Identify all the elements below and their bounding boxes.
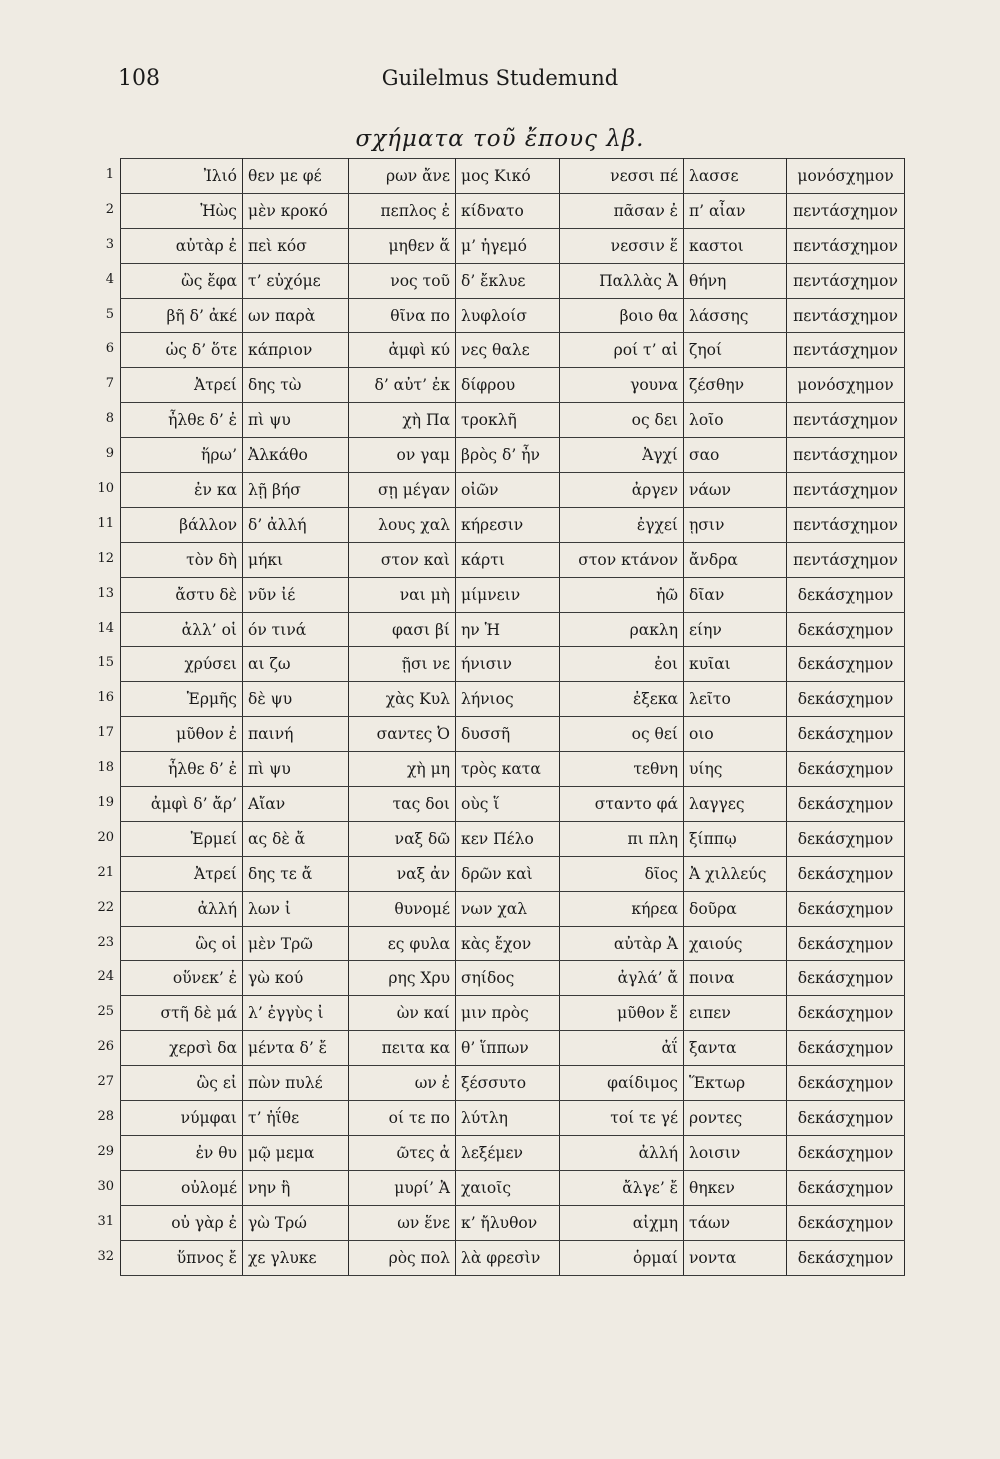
verse-foot-cell: λῇ βήσ: [243, 473, 349, 508]
verse-foot-cell: Ἑρμεί: [121, 821, 243, 856]
verse-foot-cell: Ἠὼς: [121, 193, 243, 228]
verse-foot-cell: τας δοι: [349, 787, 456, 822]
line-number: 28: [97, 1109, 114, 1125]
verse-foot-cell: δ’ ἀλλή: [243, 507, 349, 542]
scheme-type-cell: δεκάσχημον: [787, 682, 905, 717]
verse-foot-cell: αι ζω: [243, 647, 349, 682]
verse-foot-cell: ἀλλή: [560, 1135, 684, 1170]
verse-foot-cell: λάσσης: [684, 298, 787, 333]
verse-foot-cell: υίης: [684, 752, 787, 787]
verse-foot-cell: λων ἰ: [243, 891, 349, 926]
verse-foot-cell: οὕνεκ’ ἐ: [121, 961, 243, 996]
scheme-type-cell: δεκάσχημον: [787, 787, 905, 822]
verse-foot-cell: δυσσῆ: [456, 717, 560, 752]
line-number: 24: [97, 969, 114, 985]
verse-foot-cell: δ’ ἔκλυε: [456, 263, 560, 298]
verse-foot-cell: λασσε: [684, 159, 787, 194]
table-row: [121, 473, 905, 508]
verse-foot-cell: λήνιος: [456, 682, 560, 717]
verse-foot-cell: ρακλη: [560, 612, 684, 647]
verse-foot-cell: χαιούς: [684, 926, 787, 961]
verse-foot-cell: Ἀγχί: [560, 438, 684, 473]
line-number: 20: [97, 829, 114, 845]
verse-foot-cell: κυῖαι: [684, 647, 787, 682]
verse-foot-cell: χρύσει: [121, 647, 243, 682]
verse-foot-cell: τεθνη: [560, 752, 684, 787]
scheme-type-cell: μονόσχημον: [787, 368, 905, 403]
verse-foot-cell: κήρεα: [560, 891, 684, 926]
scheme-type-cell: πεντάσχημον: [787, 507, 905, 542]
scheme-type-cell: δεκάσχημον: [787, 1066, 905, 1101]
scheme-type-cell: δεκάσχημον: [787, 891, 905, 926]
table-row: [121, 1101, 905, 1136]
verse-foot-cell: Ἀτρεί: [121, 368, 243, 403]
verse-foot-cell: ἦλθε δ’ ἐ: [121, 403, 243, 438]
verse-foot-cell: χὰς Κυλ: [349, 682, 456, 717]
verse-foot-cell: μῦθον ἐ: [121, 717, 243, 752]
verse-foot-cell: μιν πρὸς: [456, 996, 560, 1031]
verse-foot-cell: ων παρὰ: [243, 298, 349, 333]
table-row: [121, 403, 905, 438]
verse-foot-cell: ος θεί: [560, 717, 684, 752]
line-number: 23: [97, 934, 114, 950]
verse-foot-cell: δης τὼ: [243, 368, 349, 403]
verse-foot-cell: φασι βί: [349, 612, 456, 647]
verse-foot-cell: ζηοί: [684, 333, 787, 368]
verse-foot-cell: Ἀ χιλλεύς: [684, 856, 787, 891]
verse-foot-cell: ῶτες ἀ: [349, 1135, 456, 1170]
table-row: [121, 856, 905, 891]
verse-foot-cell: πεὶ κόσ: [243, 228, 349, 263]
verse-foot-cell: φαίδιμος: [560, 1066, 684, 1101]
table-title: σχήματα τοῦ ἔπους λβ.: [355, 126, 645, 152]
verse-foot-cell: οἰῶν: [456, 473, 560, 508]
verse-foot-cell: μυρί’ Ἀ: [349, 1170, 456, 1205]
verse-foot-cell: ην Ἡ: [456, 612, 560, 647]
verse-foot-cell: νεσσι πέ: [560, 159, 684, 194]
line-number: 16: [97, 690, 114, 706]
verse-foot-cell: νων χαλ: [456, 891, 560, 926]
verse-foot-cell: ναι μὴ: [349, 577, 456, 612]
verse-foot-cell: Ἰλιό: [121, 159, 243, 194]
table-row: [121, 961, 905, 996]
line-number: 18: [97, 760, 114, 776]
verse-foot-cell: ες φυλα: [349, 926, 456, 961]
verse-foot-cell: σταντο φά: [560, 787, 684, 822]
verse-foot-cell: ροί τ’ αἰ: [560, 333, 684, 368]
verse-foot-cell: ρὸς πολ: [349, 1240, 456, 1275]
line-number: 11: [97, 515, 114, 531]
verse-foot-cell: τ’ ἠΐθε: [243, 1101, 349, 1136]
verse-foot-cell: λεῖτο: [684, 682, 787, 717]
line-number: 9: [105, 446, 114, 462]
verse-foot-cell: Ἕκτωρ: [684, 1066, 787, 1101]
verse-foot-cell: ἄνδρα: [684, 542, 787, 577]
verse-foot-cell: αἰχμη: [560, 1205, 684, 1240]
line-number: 2: [105, 201, 114, 217]
table-row: [121, 891, 905, 926]
table-row: [121, 193, 905, 228]
verse-foot-cell: κήρεσιν: [456, 507, 560, 542]
line-number: 7: [105, 376, 114, 392]
verse-foot-cell: ξέσσυτο: [456, 1066, 560, 1101]
verse-foot-cell: νες θαλε: [456, 333, 560, 368]
verse-foot-cell: ἀμφὶ κύ: [349, 333, 456, 368]
table-row: [121, 717, 905, 752]
verse-foot-cell: πὶ ψυ: [243, 752, 349, 787]
verse-foot-cell: οὺς ἵ: [456, 787, 560, 822]
verse-foot-cell: πι πλη: [560, 821, 684, 856]
verse-foot-cell: λεξέμεν: [456, 1135, 560, 1170]
verse-foot-cell: νεσσιν ἕ: [560, 228, 684, 263]
verse-foot-cell: δοῦρα: [684, 891, 787, 926]
verse-foot-cell: ων ἕνε: [349, 1205, 456, 1240]
verse-foot-cell: ήνισιν: [456, 647, 560, 682]
table-row: [121, 1135, 905, 1170]
verse-foot-cell: βάλλον: [121, 507, 243, 542]
table-row: [121, 1240, 905, 1275]
verse-foot-cell: ἥρω’: [121, 438, 243, 473]
verse-foot-cell: γὼ κού: [243, 961, 349, 996]
verse-foot-cell: κάπριον: [243, 333, 349, 368]
verse-foot-cell: οὐ γὰρ ἐ: [121, 1205, 243, 1240]
verse-foot-cell: ρων ἄνε: [349, 159, 456, 194]
verse-foot-cell: χερσὶ δα: [121, 1031, 243, 1066]
scheme-type-cell: πεντάσχημον: [787, 298, 905, 333]
verse-foot-cell: ὣς οἱ: [121, 926, 243, 961]
table-row: [121, 647, 905, 682]
scheme-type-cell: δεκάσχημον: [787, 1205, 905, 1240]
scheme-type-cell: δεκάσχημον: [787, 752, 905, 787]
verse-foot-cell: θῖνα πο: [349, 298, 456, 333]
verse-foot-cell: δης τε ἄ: [243, 856, 349, 891]
verse-foot-cell: ἀΐ: [560, 1031, 684, 1066]
scheme-type-cell: πεντάσχημον: [787, 473, 905, 508]
verse-foot-cell: ναξ ἀν: [349, 856, 456, 891]
verse-foot-cell: Αἴαν: [243, 787, 349, 822]
table-row: [121, 298, 905, 333]
verse-foot-cell: κὰς ἔχον: [456, 926, 560, 961]
verse-foot-cell: ξαντα: [684, 1031, 787, 1066]
verse-foot-cell: οιο: [684, 717, 787, 752]
verse-foot-cell: μέντα δ’ ἔ: [243, 1031, 349, 1066]
verse-foot-cell: ζέσθην: [684, 368, 787, 403]
verse-foot-cell: θυνομέ: [349, 891, 456, 926]
verse-foot-cell: μῷ μεμα: [243, 1135, 349, 1170]
scheme-type-cell: δεκάσχημον: [787, 996, 905, 1031]
verse-foot-cell: ἐγχεί: [560, 507, 684, 542]
table-row: [121, 368, 905, 403]
verse-foot-cell: καστοι: [684, 228, 787, 263]
verse-foot-cell: είην: [684, 612, 787, 647]
verse-foot-cell: δῖαν: [684, 577, 787, 612]
verse-foot-cell: μίμνειν: [456, 577, 560, 612]
line-number: 3: [105, 236, 114, 252]
verse-foot-cell: πὼν πυλέ: [243, 1066, 349, 1101]
verse-foot-cell: τὸν δὴ: [121, 542, 243, 577]
verse-foot-cell: τ’ εὐχόμε: [243, 263, 349, 298]
line-number: 12: [97, 550, 114, 566]
table-row: [121, 996, 905, 1031]
verse-foot-cell: Ἀλκάθο: [243, 438, 349, 473]
verse-foot-cell: νος τοῦ: [349, 263, 456, 298]
line-number: 22: [97, 899, 114, 915]
verse-foot-cell: ἐν κα: [121, 473, 243, 508]
verse-foot-cell: ἐοι: [560, 647, 684, 682]
verse-foot-cell: πειτα κα: [349, 1031, 456, 1066]
verse-foot-cell: παινή: [243, 717, 349, 752]
verse-foot-cell: ἄλγε’ ἔ: [560, 1170, 684, 1205]
table-row: [121, 752, 905, 787]
line-number: 30: [97, 1178, 114, 1194]
verse-foot-cell: πᾶσαν ἐ: [560, 193, 684, 228]
line-number: 27: [97, 1074, 114, 1090]
table-row: [121, 438, 905, 473]
line-number: 14: [97, 620, 114, 636]
line-number: 29: [97, 1143, 114, 1159]
verse-foot-cell: λαγγες: [684, 787, 787, 822]
verse-foot-cell: μῦθον ἔ: [560, 996, 684, 1031]
line-number: 25: [97, 1004, 114, 1020]
verse-foot-cell: χὴ Πα: [349, 403, 456, 438]
verse-foot-cell: νύμφαι: [121, 1101, 243, 1136]
verse-foot-cell: ειπεν: [684, 996, 787, 1031]
verse-foot-cell: μος Κικό: [456, 159, 560, 194]
verse-foot-cell: χὴ μη: [349, 752, 456, 787]
line-numbers: [84, 158, 114, 1275]
verse-foot-cell: δίφρου: [456, 368, 560, 403]
verse-foot-cell: λὰ φρεσὶν: [456, 1240, 560, 1275]
scheme-type-cell: δεκάσχημον: [787, 1135, 905, 1170]
line-number: 13: [97, 585, 114, 601]
verse-foot-cell: τοί τε γέ: [560, 1101, 684, 1136]
verse-foot-cell: κάρτι: [456, 542, 560, 577]
verse-foot-cell: Ἑρμῆς: [121, 682, 243, 717]
verse-foot-cell: στον καὶ: [349, 542, 456, 577]
verse-foot-cell: ροντες: [684, 1101, 787, 1136]
verse-foot-cell: ὕπνος ἔ: [121, 1240, 243, 1275]
scheme-type-cell: δεκάσχημον: [787, 1170, 905, 1205]
verse-foot-cell: ας δὲ ἄ: [243, 821, 349, 856]
verse-foot-cell: ῇσι νε: [349, 647, 456, 682]
verse-foot-cell: θηκεν: [684, 1170, 787, 1205]
line-number: 21: [97, 864, 114, 880]
verse-foot-cell: ἠῶ: [560, 577, 684, 612]
verse-foot-cell: χε γλυκε: [243, 1240, 349, 1275]
verse-foot-cell: πεπλος ἐ: [349, 193, 456, 228]
line-number: 5: [105, 306, 114, 322]
verse-scheme-table: [120, 158, 905, 1276]
verse-foot-cell: λύτλη: [456, 1101, 560, 1136]
verse-foot-cell: γουνα: [560, 368, 684, 403]
line-number: 4: [105, 271, 114, 287]
verse-foot-cell: λοισιν: [684, 1135, 787, 1170]
verse-foot-cell: μὲν κροκό: [243, 193, 349, 228]
verse-foot-cell: νην ἣ: [243, 1170, 349, 1205]
verse-foot-cell: ἐξεκα: [560, 682, 684, 717]
verse-foot-cell: ἄστυ δὲ: [121, 577, 243, 612]
verse-foot-cell: τροκλῆ: [456, 403, 560, 438]
verse-foot-cell: οί τε πο: [349, 1101, 456, 1136]
verse-foot-cell: βρὸς δ’ ἦν: [456, 438, 560, 473]
table-row: [121, 821, 905, 856]
scheme-type-cell: δεκάσχημον: [787, 856, 905, 891]
verse-foot-cell: όν τινά: [243, 612, 349, 647]
table-row: [121, 1170, 905, 1205]
line-number: 17: [97, 725, 114, 741]
table-row: [121, 159, 905, 194]
verse-foot-cell: χαιοῖς: [456, 1170, 560, 1205]
line-number: 1: [105, 167, 114, 182]
line-number: 8: [105, 411, 114, 427]
verse-foot-cell: νῦν ἰέ: [243, 577, 349, 612]
verse-foot-cell: ον γαμ: [349, 438, 456, 473]
verse-foot-cell: λους χαλ: [349, 507, 456, 542]
scheme-type-cell: δεκάσχημον: [787, 577, 905, 612]
line-number: 31: [97, 1213, 114, 1229]
verse-foot-cell: ρης Χρυ: [349, 961, 456, 996]
verse-foot-cell: δρῶν καὶ: [456, 856, 560, 891]
verse-foot-cell: κίδνατο: [456, 193, 560, 228]
verse-foot-cell: ἀμφὶ δ’ ἄρ’: [121, 787, 243, 822]
table-row: [121, 333, 905, 368]
table-row: [121, 228, 905, 263]
verse-foot-cell: βῆ δ’ ἀκέ: [121, 298, 243, 333]
verse-foot-cell: τρὸς κατα: [456, 752, 560, 787]
verse-foot-cell: μήκι: [243, 542, 349, 577]
verse-foot-cell: λοῖο: [684, 403, 787, 438]
running-head: Guilelmus Studemund: [381, 66, 619, 90]
verse-foot-cell: γὼ Τρώ: [243, 1205, 349, 1240]
verse-foot-cell: θ’ ἵππων: [456, 1031, 560, 1066]
scheme-type-cell: μονόσχημον: [787, 159, 905, 194]
verse-foot-cell: αὐτὰρ ἐ: [121, 228, 243, 263]
verse-foot-cell: ποινα: [684, 961, 787, 996]
verse-foot-cell: νάων: [684, 473, 787, 508]
verse-foot-cell: δ’ αὐτ’ ἐκ: [349, 368, 456, 403]
verse-foot-cell: ὼν καί: [349, 996, 456, 1031]
verse-foot-cell: ξίππῳ: [684, 821, 787, 856]
verse-foot-cell: ων ἐ: [349, 1066, 456, 1101]
line-number: 19: [97, 795, 114, 811]
verse-foot-cell: σαντες Ὀ: [349, 717, 456, 752]
verse-foot-cell: κ’ ἤλυθον: [456, 1205, 560, 1240]
scheme-type-cell: δεκάσχημον: [787, 612, 905, 647]
verse-foot-cell: ος δει: [560, 403, 684, 438]
scheme-type-cell: δεκάσχημον: [787, 647, 905, 682]
verse-foot-cell: βοιο θα: [560, 298, 684, 333]
table-row: [121, 1031, 905, 1066]
table-row: [121, 263, 905, 298]
verse-foot-cell: θήνη: [684, 263, 787, 298]
page-number: 108: [118, 66, 160, 91]
verse-foot-cell: μηθεν ἅ: [349, 228, 456, 263]
scheme-type-cell: δεκάσχημον: [787, 1101, 905, 1136]
verse-foot-cell: στῆ δὲ μά: [121, 996, 243, 1031]
scheme-type-cell: πεντάσχημον: [787, 228, 905, 263]
verse-foot-cell: ἀργεν: [560, 473, 684, 508]
line-number: 26: [97, 1039, 114, 1055]
page-header: [0, 66, 1000, 102]
verse-foot-cell: λυφλοίσ: [456, 298, 560, 333]
line-number: 10: [97, 481, 114, 497]
verse-foot-cell: ὡς δ’ ὅτε: [121, 333, 243, 368]
scheme-type-cell: πεντάσχημον: [787, 403, 905, 438]
scheme-type-cell: δεκάσχημον: [787, 717, 905, 752]
table-row: [121, 542, 905, 577]
table-row: [121, 612, 905, 647]
line-number: 32: [97, 1248, 114, 1264]
verse-foot-cell: ἀλλ’ οἱ: [121, 612, 243, 647]
verse-foot-cell: αὐτὰρ Ἀ: [560, 926, 684, 961]
verse-foot-cell: θεν με φέ: [243, 159, 349, 194]
verse-foot-cell: ἀγλά’ ἄ: [560, 961, 684, 996]
verse-foot-cell: ῃσιν: [684, 507, 787, 542]
verse-foot-cell: ναξ δῶ: [349, 821, 456, 856]
scheme-type-cell: δεκάσχημον: [787, 1240, 905, 1275]
scheme-type-cell: δεκάσχημον: [787, 961, 905, 996]
table-row: [121, 682, 905, 717]
verse-foot-cell: μ’ ἡγεμό: [456, 228, 560, 263]
scheme-type-cell: δεκάσχημον: [787, 926, 905, 961]
scheme-type-cell: πεντάσχημον: [787, 333, 905, 368]
verse-foot-cell: ἦλθε δ’ ἐ: [121, 752, 243, 787]
scheme-type-cell: δεκάσχημον: [787, 821, 905, 856]
scheme-type-cell: πεντάσχημον: [787, 263, 905, 298]
scheme-type-cell: πεντάσχημον: [787, 438, 905, 473]
table-row: [121, 926, 905, 961]
verse-foot-cell: σηίδος: [456, 961, 560, 996]
verse-foot-cell: μὲν Τρῶ: [243, 926, 349, 961]
verse-foot-cell: Παλλὰς Ἀ: [560, 263, 684, 298]
table-row: [121, 1205, 905, 1240]
verse-foot-cell: ἀλλή: [121, 891, 243, 926]
verse-foot-cell: δῖος: [560, 856, 684, 891]
verse-foot-cell: πὶ ψυ: [243, 403, 349, 438]
verse-foot-cell: Ἀτρεί: [121, 856, 243, 891]
table-row: [121, 507, 905, 542]
verse-foot-cell: οὐλομέ: [121, 1170, 243, 1205]
table-row: [121, 1066, 905, 1101]
table-row: [121, 787, 905, 822]
verse-foot-cell: π’ αἶαν: [684, 193, 787, 228]
verse-foot-cell: νοντα: [684, 1240, 787, 1275]
verse-foot-cell: στον κτάνον: [560, 542, 684, 577]
verse-foot-cell: ὣς ἔφα: [121, 263, 243, 298]
scheme-type-cell: πεντάσχημον: [787, 193, 905, 228]
verse-foot-cell: κεν Πέλο: [456, 821, 560, 856]
verse-foot-cell: δὲ ψυ: [243, 682, 349, 717]
scheme-type-cell: πεντάσχημον: [787, 542, 905, 577]
verse-foot-cell: ὣς εἰ: [121, 1066, 243, 1101]
scheme-type-cell: δεκάσχημον: [787, 1031, 905, 1066]
verse-foot-cell: σαο: [684, 438, 787, 473]
verse-foot-cell: ἐν θυ: [121, 1135, 243, 1170]
verse-foot-cell: σῃ μέγαν: [349, 473, 456, 508]
table-row: [121, 577, 905, 612]
line-number: 15: [97, 655, 114, 671]
verse-foot-cell: τάων: [684, 1205, 787, 1240]
verse-foot-cell: λ’ ἐγγὺς ἰ: [243, 996, 349, 1031]
verse-foot-cell: ὁρμαί: [560, 1240, 684, 1275]
line-number: 6: [105, 341, 114, 357]
